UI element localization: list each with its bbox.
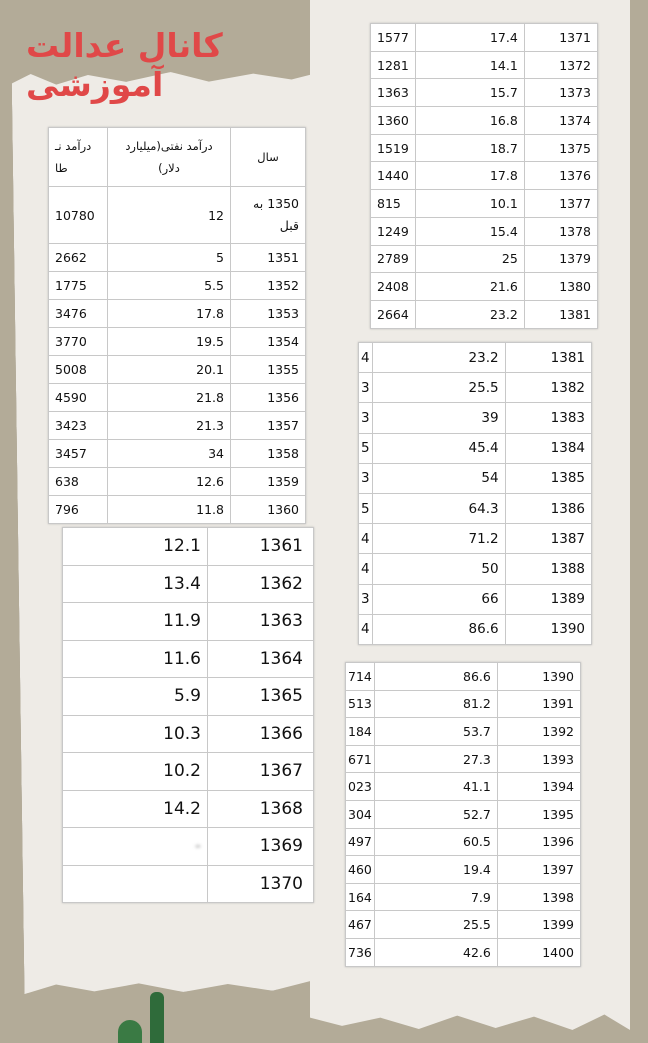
cell-year: 1351 (231, 244, 306, 272)
cell-oil-revenue: 17.8 (415, 162, 524, 190)
cell-year: 1385 (505, 463, 591, 493)
cell-year: 1389 (505, 584, 591, 614)
cell-oil-revenue: 23.2 (372, 343, 505, 373)
cell-oil-revenue: 21.3 (108, 412, 231, 440)
cell-col3: 3476 (49, 300, 108, 328)
cell-year: 1356 (231, 384, 306, 412)
table-header-row (49, 128, 306, 187)
cell-oil-revenue: 16.8 (415, 107, 524, 135)
oil-revenue-table-1390-1400 (345, 662, 581, 967)
cell-year: 1383 (505, 403, 591, 433)
cell-col3: 736 (346, 938, 375, 966)
cell-year: 1369 (208, 828, 314, 866)
cell-col3: 3 (359, 373, 373, 403)
cell-year: 1384 (505, 433, 591, 463)
plant-decoration (150, 992, 164, 1043)
cell-col3: 1281 (371, 51, 416, 79)
cell-oil-revenue: 27.3 (374, 745, 497, 773)
cell-col3: 638 (49, 468, 108, 496)
table-row (63, 678, 314, 716)
cell-col3: 4 (359, 343, 373, 373)
cell-oil-revenue: 42.6 (374, 938, 497, 966)
cell-year: 1394 (497, 773, 580, 801)
cell-oil-revenue: 19.4 (374, 856, 497, 884)
cell-year: 1397 (497, 856, 580, 884)
cell-oil-revenue: 66 (372, 584, 505, 614)
cell-col3: 3 (359, 463, 373, 493)
cell-oil-revenue: 10.3 (63, 715, 208, 753)
cell-oil-revenue: 52.7 (374, 800, 497, 828)
table-row (371, 79, 598, 107)
cell-year: 1398 (497, 883, 580, 911)
table-row (359, 433, 592, 463)
table-row (49, 272, 306, 300)
table-row (371, 24, 598, 52)
cell-oil-revenue: 14.2 (63, 790, 208, 828)
cell-year: 1374 (524, 107, 597, 135)
cell-col3: 513 (346, 690, 375, 718)
cell-col3: 815 (371, 190, 416, 218)
table-row (49, 440, 306, 468)
cell-col3: 3 (359, 403, 373, 433)
cell-col3: 4 (359, 524, 373, 554)
cell-year: 1378 (524, 217, 597, 245)
cell-year: 1354 (231, 328, 306, 356)
table-row (359, 343, 592, 373)
cell-oil-revenue: 19.5 (108, 328, 231, 356)
table-row (371, 217, 598, 245)
cell-oil-revenue: 60.5 (374, 828, 497, 856)
cell-year: 1363 (208, 603, 314, 641)
cell-oil-revenue: 21.8 (108, 384, 231, 412)
cell-year: 1380 (524, 273, 597, 301)
cell-year: 1375 (524, 134, 597, 162)
cell-col3: 4 (359, 614, 373, 644)
cell-year: 1350 به قبل (231, 187, 306, 244)
cell-year: 1358 (231, 440, 306, 468)
table-row (346, 663, 581, 691)
table-row (371, 300, 598, 328)
cell-col3: 1519 (371, 134, 416, 162)
cell-year: 1393 (497, 745, 580, 773)
cell-col3: 2662 (49, 244, 108, 272)
oil-revenue-table-1361-1370 (62, 527, 314, 903)
cell-col3: 1249 (371, 217, 416, 245)
table-row (371, 134, 598, 162)
table-row (63, 528, 314, 566)
cell-year: 1381 (505, 343, 591, 373)
cell-oil-revenue: 10.1 (415, 190, 524, 218)
table-row (63, 565, 314, 603)
cell-year: 1391 (497, 690, 580, 718)
cell-year: 1372 (524, 51, 597, 79)
table-row (346, 828, 581, 856)
table-row (49, 468, 306, 496)
cell-year: 1379 (524, 245, 597, 273)
cell-oil-revenue: 86.6 (372, 614, 505, 644)
table-row (346, 718, 581, 746)
cell-year: 1368 (208, 790, 314, 828)
table-row (346, 911, 581, 939)
header-column-3: درآمد نـ طا (49, 128, 108, 187)
cell-year: 1362 (208, 565, 314, 603)
table-row (49, 412, 306, 440)
cell-oil-revenue: 5.5 (108, 272, 231, 300)
cell-col3: 3457 (49, 440, 108, 468)
cell-oil-revenue: - (63, 828, 208, 866)
table-row (49, 356, 306, 384)
cell-col3: 184 (346, 718, 375, 746)
cell-oil-revenue: 12.1 (63, 528, 208, 566)
cell-oil-revenue: 71.2 (372, 524, 505, 554)
cell-oil-revenue: 11.9 (63, 603, 208, 641)
table-row (63, 865, 314, 903)
table-row (63, 790, 314, 828)
cell-col3: 1363 (371, 79, 416, 107)
table-row (49, 300, 306, 328)
cell-col3: 304 (346, 800, 375, 828)
table-row (346, 773, 581, 801)
table-row (359, 373, 592, 403)
cell-col3: 4 (359, 554, 373, 584)
table-row (371, 273, 598, 301)
table-row (359, 524, 592, 554)
cell-year: 1361 (208, 528, 314, 566)
cell-oil-revenue: 25 (415, 245, 524, 273)
cell-col3: 1577 (371, 24, 416, 52)
table-row (346, 745, 581, 773)
cell-col3: 5008 (49, 356, 108, 384)
cell-oil-revenue: 11.6 (63, 640, 208, 678)
table-row (346, 690, 581, 718)
table-row (359, 403, 592, 433)
cell-year: 1366 (208, 715, 314, 753)
cell-oil-revenue: 7.9 (374, 883, 497, 911)
cell-oil-revenue: 11.8 (108, 496, 231, 524)
cell-oil-revenue: 12 (108, 187, 231, 244)
header-year: سال (231, 128, 306, 187)
plant-leaf-decoration (118, 1020, 142, 1043)
cell-col3: 5 (359, 493, 373, 523)
cell-col3: 3770 (49, 328, 108, 356)
table-row (371, 51, 598, 79)
table-row (371, 162, 598, 190)
cell-col3: 1775 (49, 272, 108, 300)
cell-year: 1381 (524, 300, 597, 328)
table-row (371, 107, 598, 135)
table-row (49, 328, 306, 356)
table-row (359, 463, 592, 493)
table-row (346, 856, 581, 884)
cell-col3: 671 (346, 745, 375, 773)
cell-year: 1390 (505, 614, 591, 644)
cell-oil-revenue: 54 (372, 463, 505, 493)
cell-year: 1396 (497, 828, 580, 856)
cell-col3: 1440 (371, 162, 416, 190)
cell-year: 1360 (231, 496, 306, 524)
cell-col3: 4590 (49, 384, 108, 412)
cell-year: 1376 (524, 162, 597, 190)
table-row (359, 584, 592, 614)
cell-year: 1365 (208, 678, 314, 716)
cell-oil-revenue: 13.4 (63, 565, 208, 603)
cell-oil-revenue: 21.6 (415, 273, 524, 301)
cell-oil-revenue: 14.1 (415, 51, 524, 79)
cell-col3: 1360 (371, 107, 416, 135)
cell-col3: 497 (346, 828, 375, 856)
table-row (371, 190, 598, 218)
cell-year: 1355 (231, 356, 306, 384)
cell-year: 1390 (497, 663, 580, 691)
table-row (49, 496, 306, 524)
cell-oil-revenue: 34 (108, 440, 231, 468)
table-row (346, 800, 581, 828)
cell-col3: 2664 (371, 300, 416, 328)
cell-year: 1395 (497, 800, 580, 828)
cell-col3: 164 (346, 883, 375, 911)
cell-year: 1388 (505, 554, 591, 584)
cell-col3: 3 (359, 584, 373, 614)
cell-oil-revenue: 41.1 (374, 773, 497, 801)
table-row (359, 493, 592, 523)
table-row (359, 614, 592, 644)
cell-oil-revenue: 15.4 (415, 217, 524, 245)
cell-col3: 467 (346, 911, 375, 939)
table-row (63, 828, 314, 866)
cell-year: 1377 (524, 190, 597, 218)
cell-year: 1373 (524, 79, 597, 107)
table-row (359, 554, 592, 584)
table-row (63, 603, 314, 641)
cell-year: 1359 (231, 468, 306, 496)
cell-col3: 2789 (371, 245, 416, 273)
cell-col3: 714 (346, 663, 375, 691)
cell-col3: 460 (346, 856, 375, 884)
cell-oil-revenue (63, 865, 208, 903)
table-row (63, 640, 314, 678)
table-row (63, 715, 314, 753)
cell-oil-revenue: 17.8 (108, 300, 231, 328)
cell-year: 1371 (524, 24, 597, 52)
oil-revenue-table-1371-1381 (370, 23, 598, 329)
cell-col3: 5 (359, 433, 373, 463)
cell-oil-revenue: 15.7 (415, 79, 524, 107)
cell-col3: 2408 (371, 273, 416, 301)
cell-oil-revenue: 50 (372, 554, 505, 584)
cell-year: 1353 (231, 300, 306, 328)
cell-year: 1367 (208, 753, 314, 791)
table-row (49, 384, 306, 412)
oil-revenue-table-1350-1360 (48, 127, 306, 524)
table-row (49, 187, 306, 244)
cell-oil-revenue: 17.4 (415, 24, 524, 52)
header-oil-revenue: درآمد نفتی(میلیارد دلار) (108, 128, 231, 187)
cell-year: 1386 (505, 493, 591, 523)
table-row (371, 245, 598, 273)
cell-col3: 796 (49, 496, 108, 524)
cell-oil-revenue: 5.9 (63, 678, 208, 716)
cell-oil-revenue: 18.7 (415, 134, 524, 162)
cell-year: 1357 (231, 412, 306, 440)
table-row (346, 883, 581, 911)
oil-revenue-table-1381-1390 (358, 342, 592, 645)
cell-oil-revenue: 53.7 (374, 718, 497, 746)
cell-col3: 3423 (49, 412, 108, 440)
cell-year: 1387 (505, 524, 591, 554)
cell-year: 1370 (208, 865, 314, 903)
table-row (346, 938, 581, 966)
table-row (63, 753, 314, 791)
cell-oil-revenue: 86.6 (374, 663, 497, 691)
cell-year: 1400 (497, 938, 580, 966)
cell-oil-revenue: 5 (108, 244, 231, 272)
cell-year: 1399 (497, 911, 580, 939)
channel-watermark-title: کانال عدالت آموزشی (26, 26, 223, 104)
cell-oil-revenue: 25.5 (372, 373, 505, 403)
cell-oil-revenue: 45.4 (372, 433, 505, 463)
cell-oil-revenue: 12.6 (108, 468, 231, 496)
cell-year: 1392 (497, 718, 580, 746)
cell-oil-revenue: 25.5 (374, 911, 497, 939)
cell-oil-revenue: 20.1 (108, 356, 231, 384)
cell-col3: 10780 (49, 187, 108, 244)
cell-oil-revenue: 64.3 (372, 493, 505, 523)
cell-oil-revenue: 81.2 (374, 690, 497, 718)
cell-oil-revenue: 39 (372, 403, 505, 433)
cell-year: 1382 (505, 373, 591, 403)
cell-oil-revenue: 23.2 (415, 300, 524, 328)
cell-oil-revenue: 10.2 (63, 753, 208, 791)
cell-year: 1352 (231, 272, 306, 300)
table-row (49, 244, 306, 272)
cell-year: 1364 (208, 640, 314, 678)
cell-col3: 023 (346, 773, 375, 801)
